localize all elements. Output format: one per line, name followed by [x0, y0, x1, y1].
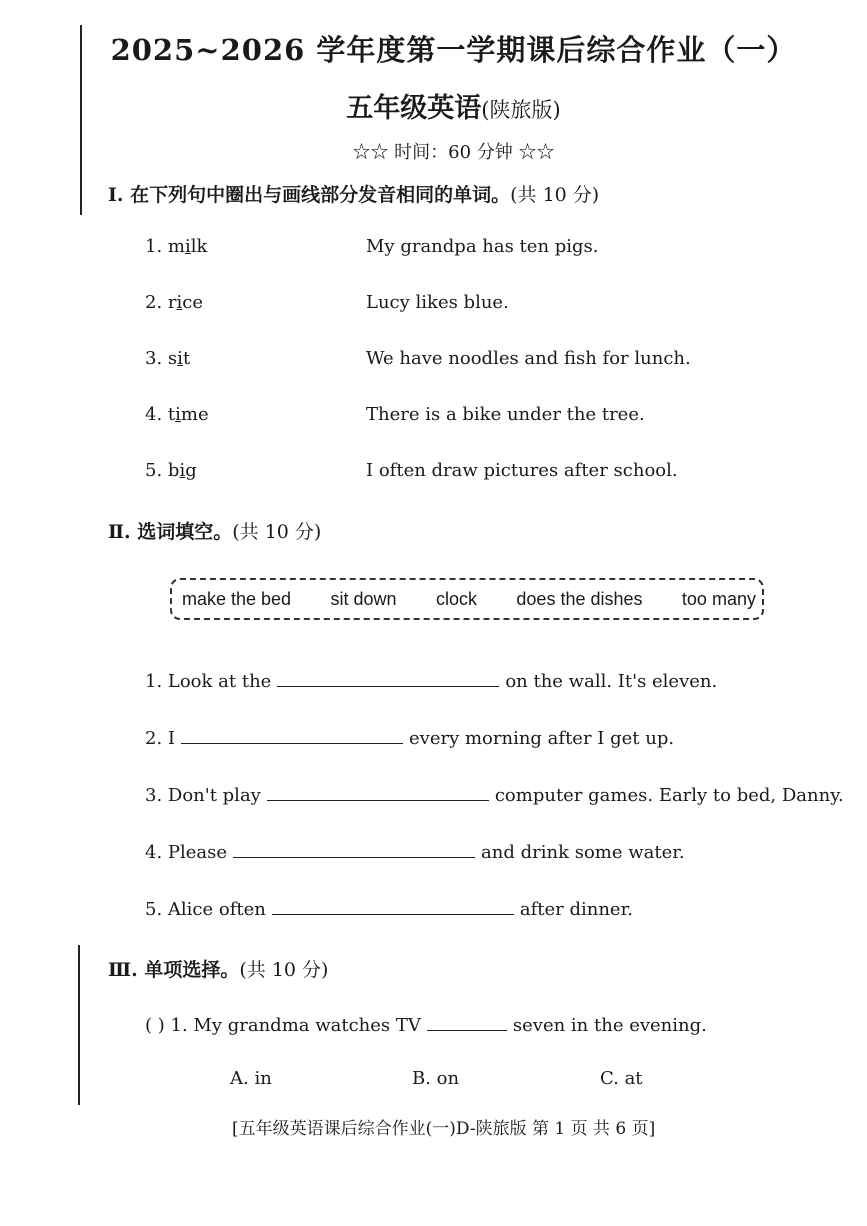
s1-word-4: [145, 404, 209, 425]
fill-item-2: [145, 725, 674, 749]
word-bank-box: [170, 578, 764, 620]
s1-sentence-2: Lucy likes blue.: [366, 292, 509, 313]
s1-word-post: ce: [182, 292, 204, 313]
s1-num: 5.: [145, 460, 163, 481]
s1-sentence-1: My grandpa has ten pigs.: [366, 236, 599, 257]
s1-word-2: [145, 292, 203, 313]
fill-before: 3. Don't play: [145, 785, 261, 806]
s1-word-post: g: [185, 460, 197, 481]
section2-title: Ⅱ. 选词填空。: [108, 521, 233, 543]
section2-heading: [108, 517, 321, 544]
section1-title: Ⅰ. 在下列句中圈出与画线部分发音相同的单词。: [108, 184, 511, 206]
fill-before: 2. I: [145, 728, 176, 749]
s1-word-pre: r: [167, 292, 177, 313]
s1-sentence-3: We have noodles and fish for lunch.: [366, 348, 691, 369]
s1-word-underlined: i: [176, 292, 183, 313]
section2-score: (共 10 分): [232, 521, 322, 543]
subject-label: 五年级英语: [346, 93, 482, 124]
s1-word-underlined: i: [179, 460, 186, 481]
fill-item-3: [145, 782, 844, 806]
word-bank-item: clock: [435, 588, 477, 609]
option-c[interactable]: C. at: [600, 1068, 643, 1089]
s1-num: 2.: [145, 292, 163, 313]
question-text: 1. My grandma watches TV: [170, 1015, 421, 1036]
fill-after: after dinner.: [519, 899, 633, 920]
fill-item-4: [145, 839, 685, 863]
fill-after: every morning after I get up.: [409, 728, 675, 749]
s1-word-underlined: i: [177, 348, 183, 369]
word-bank-item: sit down: [330, 588, 397, 609]
s1-word-5: [145, 460, 197, 481]
s1-word-pre: m: [167, 236, 185, 257]
s1-word-underlined: i: [185, 236, 191, 257]
s1-word-post: t: [182, 348, 191, 369]
s1-sentence-4: There is a bike under the tree.: [366, 404, 645, 425]
s1-sentence-5: I often draw pictures after school.: [366, 460, 678, 481]
answer-blank[interactable]: [267, 782, 489, 801]
option-a[interactable]: A. in: [230, 1068, 272, 1089]
time-limit: ☆☆ 时间：60 分钟 ☆☆: [352, 142, 555, 163]
answer-blank[interactable]: [181, 725, 403, 744]
word-bank-item: too many: [681, 588, 756, 609]
s1-word-1: [145, 236, 207, 257]
fill-before: 1. Look at the: [145, 671, 272, 692]
s1-word-3: [145, 348, 190, 369]
answer-parentheses[interactable]: ( ): [145, 1015, 165, 1036]
document-subtitle: [0, 86, 867, 125]
section1-heading: [108, 180, 599, 207]
s1-word-post: lk: [190, 236, 208, 257]
edition-label: (陕旅版): [481, 98, 561, 122]
s1-word-post: me: [180, 404, 209, 425]
fill-after: computer games. Early to bed, Danny.: [494, 785, 844, 806]
answer-blank[interactable]: [277, 668, 499, 687]
section1-score: (共 10 分): [510, 184, 600, 206]
word-bank-item: does the dishes: [516, 588, 643, 609]
section3-score: (共 10 分): [239, 959, 329, 981]
fill-item-1: [145, 668, 717, 692]
fill-before: 5. Alice often: [145, 899, 266, 920]
fill-before: 4. Please: [145, 842, 228, 863]
answer-blank[interactable]: [427, 1012, 507, 1031]
page-footer: [五年级英语课后综合作业(一)D-陕旅版 第 1 页 共 6 页]: [232, 1119, 656, 1139]
s1-word-pre: b: [167, 460, 180, 481]
answer-blank[interactable]: [272, 896, 514, 915]
s1-word-underlined: i: [175, 404, 181, 425]
fill-after: and drink some water.: [481, 842, 685, 863]
s1-num: 1.: [145, 236, 163, 257]
s1-num: 4.: [145, 404, 163, 425]
s1-word-pre: s: [167, 348, 178, 369]
question-text-after: seven in the evening.: [512, 1015, 707, 1036]
fill-after: on the wall. It's eleven.: [505, 671, 718, 692]
option-b[interactable]: B. on: [412, 1068, 460, 1089]
binding-line-bottom: [78, 945, 80, 1105]
answer-blank[interactable]: [233, 839, 475, 858]
section3-title: Ⅲ. 单项选择。: [108, 959, 240, 981]
section3-heading: [108, 955, 328, 982]
word-bank-item: make the bed: [182, 588, 292, 609]
choice-question-1: [145, 1012, 707, 1036]
s1-num: 3.: [145, 348, 163, 369]
document-title: 2025~2026 学年度第一学期课后综合作业（一）: [110, 33, 797, 67]
s1-word-pre: t: [167, 404, 176, 425]
fill-item-5: [145, 896, 633, 920]
